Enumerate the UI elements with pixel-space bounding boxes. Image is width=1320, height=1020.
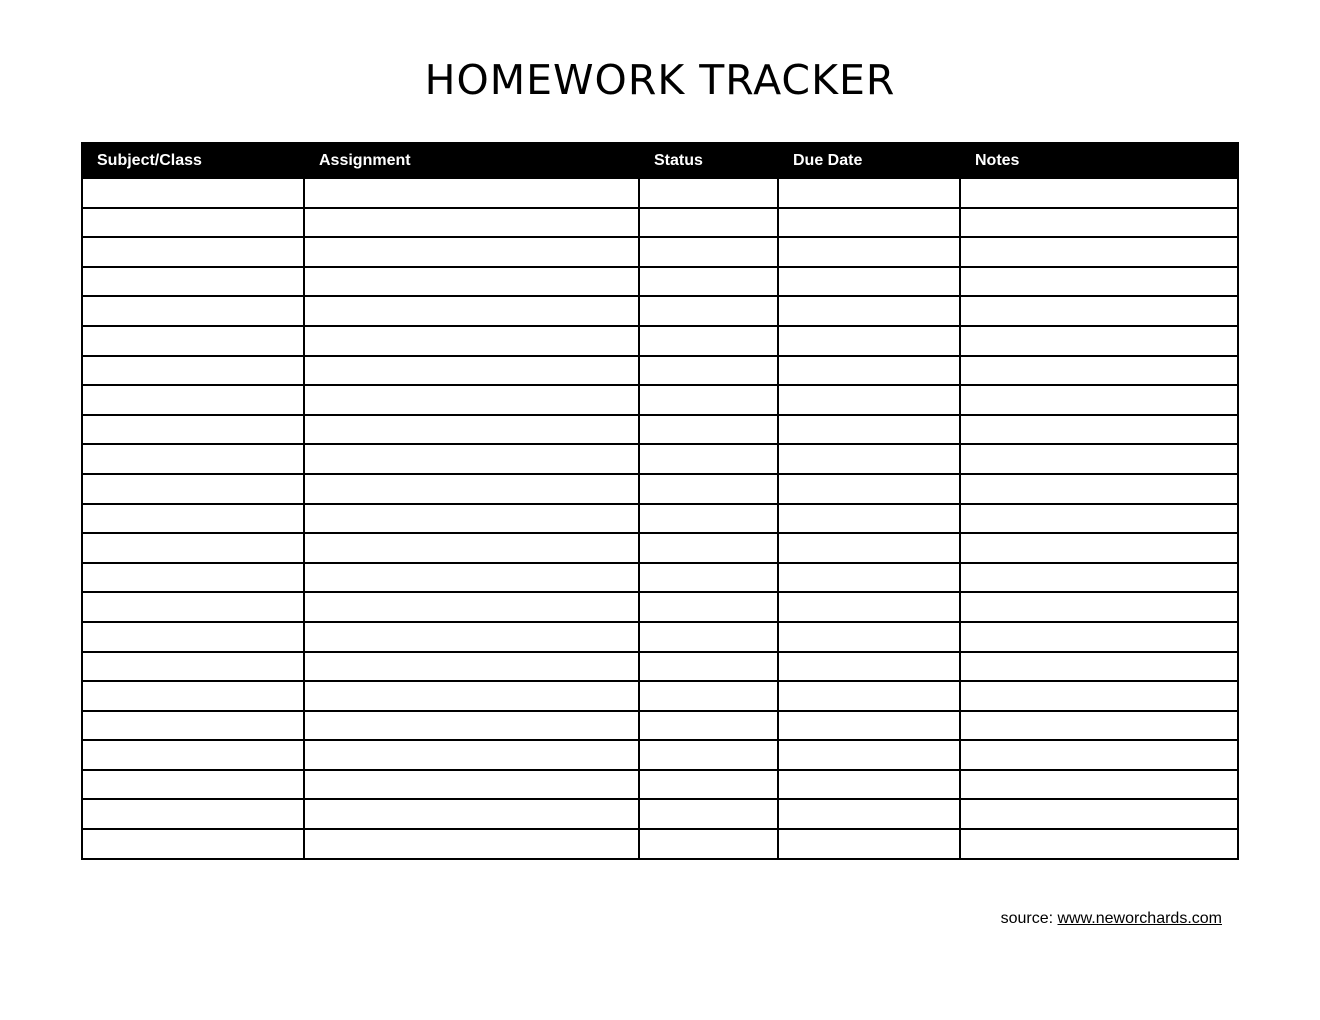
cell-notes[interactable] — [960, 474, 1238, 504]
cell-due-date[interactable] — [778, 385, 960, 415]
cell-subject[interactable] — [82, 799, 304, 829]
cell-due-date[interactable] — [778, 799, 960, 829]
cell-assignment[interactable] — [304, 652, 639, 682]
cell-assignment[interactable] — [304, 711, 639, 741]
cell-assignment[interactable] — [304, 444, 639, 474]
cell-status[interactable] — [639, 622, 778, 652]
source-label: source: — [1000, 910, 1054, 927]
cell-assignment[interactable] — [304, 415, 639, 445]
cell-status[interactable] — [639, 444, 778, 474]
cell-assignment[interactable] — [304, 592, 639, 622]
cell-subject[interactable] — [82, 356, 304, 386]
cell-subject[interactable] — [82, 474, 304, 504]
cell-subject[interactable] — [82, 740, 304, 770]
table-row — [82, 652, 1238, 682]
cell-due-date[interactable] — [778, 326, 960, 356]
cell-notes[interactable] — [960, 770, 1238, 800]
table-row — [82, 385, 1238, 415]
cell-assignment[interactable] — [304, 681, 639, 711]
cell-assignment[interactable] — [304, 504, 639, 534]
cell-assignment[interactable] — [304, 740, 639, 770]
cell-status[interactable] — [639, 237, 778, 267]
cell-assignment[interactable] — [304, 208, 639, 238]
table-row — [82, 474, 1238, 504]
cell-status[interactable] — [639, 267, 778, 297]
cell-due-date[interactable] — [778, 563, 960, 593]
cell-assignment[interactable] — [304, 326, 639, 356]
source-link[interactable]: www.neworchards.com — [1057, 910, 1222, 927]
cell-status[interactable] — [639, 711, 778, 741]
cell-subject[interactable] — [82, 622, 304, 652]
table-header-row — [82, 143, 1238, 178]
homework-table — [81, 142, 1239, 860]
cell-subject[interactable] — [82, 652, 304, 682]
page-title: HOMEWORK TRACKER — [424, 56, 896, 104]
cell-due-date[interactable] — [778, 444, 960, 474]
cell-due-date[interactable] — [778, 533, 960, 563]
cell-due-date[interactable] — [778, 829, 960, 859]
cell-subject[interactable] — [82, 711, 304, 741]
cell-assignment[interactable] — [304, 622, 639, 652]
cell-due-date[interactable] — [778, 622, 960, 652]
table-row — [82, 444, 1238, 474]
cell-subject[interactable] — [82, 178, 304, 208]
cell-status[interactable] — [639, 326, 778, 356]
table-row — [82, 356, 1238, 386]
table-row — [82, 208, 1238, 238]
cell-subject[interactable] — [82, 592, 304, 622]
cell-due-date[interactable] — [778, 711, 960, 741]
cell-status[interactable] — [639, 504, 778, 534]
cell-due-date[interactable] — [778, 178, 960, 208]
cell-due-date[interactable] — [778, 208, 960, 238]
cell-status[interactable] — [639, 296, 778, 326]
cell-subject[interactable] — [82, 770, 304, 800]
cell-status[interactable] — [639, 770, 778, 800]
cell-due-date[interactable] — [778, 740, 960, 770]
cell-subject[interactable] — [82, 563, 304, 593]
cell-due-date[interactable] — [778, 415, 960, 445]
cell-notes[interactable] — [960, 829, 1238, 859]
cell-notes[interactable] — [960, 711, 1238, 741]
cell-due-date[interactable] — [778, 681, 960, 711]
cell-notes[interactable] — [960, 237, 1238, 267]
cell-notes[interactable] — [960, 296, 1238, 326]
cell-notes[interactable] — [960, 208, 1238, 238]
cell-assignment[interactable] — [304, 385, 639, 415]
cell-assignment[interactable] — [304, 237, 639, 267]
cell-subject[interactable] — [82, 326, 304, 356]
cell-due-date[interactable] — [778, 770, 960, 800]
cell-due-date[interactable] — [778, 296, 960, 326]
cell-status[interactable] — [639, 592, 778, 622]
table-body — [82, 178, 1238, 859]
cell-subject[interactable] — [82, 208, 304, 238]
cell-assignment[interactable] — [304, 356, 639, 386]
cell-subject[interactable] — [82, 533, 304, 563]
cell-notes[interactable] — [960, 444, 1238, 474]
cell-assignment[interactable] — [304, 474, 639, 504]
cell-due-date[interactable] — [778, 474, 960, 504]
cell-notes[interactable] — [960, 681, 1238, 711]
cell-status[interactable] — [639, 740, 778, 770]
cell-assignment[interactable] — [304, 533, 639, 563]
cell-due-date[interactable] — [778, 356, 960, 386]
cell-notes[interactable] — [960, 592, 1238, 622]
cell-due-date[interactable] — [778, 592, 960, 622]
cell-assignment[interactable] — [304, 563, 639, 593]
cell-assignment[interactable] — [304, 799, 639, 829]
table-row — [82, 592, 1238, 622]
cell-assignment[interactable] — [304, 267, 639, 297]
cell-status[interactable] — [639, 799, 778, 829]
cell-notes[interactable] — [960, 533, 1238, 563]
cell-assignment[interactable] — [304, 296, 639, 326]
table-row — [82, 770, 1238, 800]
cell-notes[interactable] — [960, 563, 1238, 593]
cell-notes[interactable] — [960, 622, 1238, 652]
cell-status[interactable] — [639, 415, 778, 445]
cell-due-date[interactable] — [778, 652, 960, 682]
table-row — [82, 740, 1238, 770]
cell-notes[interactable] — [960, 326, 1238, 356]
cell-subject[interactable] — [82, 444, 304, 474]
table-row — [82, 829, 1238, 859]
table-row — [82, 267, 1238, 297]
cell-status[interactable] — [639, 533, 778, 563]
table-row — [82, 563, 1238, 593]
cell-subject[interactable] — [82, 385, 304, 415]
cell-subject[interactable] — [82, 504, 304, 534]
cell-subject[interactable] — [82, 237, 304, 267]
cell-status[interactable] — [639, 474, 778, 504]
cell-notes[interactable] — [960, 356, 1238, 386]
source-credit — [1001, 910, 1222, 928]
cell-subject[interactable] — [82, 681, 304, 711]
cell-status[interactable] — [639, 356, 778, 386]
cell-status[interactable] — [639, 385, 778, 415]
column-header-notes: Notes — [960, 143, 1238, 178]
cell-notes[interactable] — [960, 652, 1238, 682]
cell-subject[interactable] — [82, 829, 304, 859]
cell-status[interactable] — [639, 681, 778, 711]
cell-notes[interactable] — [960, 415, 1238, 445]
table-row — [82, 415, 1238, 445]
cell-subject[interactable] — [82, 415, 304, 445]
cell-status[interactable] — [639, 178, 778, 208]
cell-assignment[interactable] — [304, 178, 639, 208]
cell-notes[interactable] — [960, 504, 1238, 534]
cell-assignment[interactable] — [304, 829, 639, 859]
table-row — [82, 533, 1238, 563]
cell-subject[interactable] — [82, 267, 304, 297]
cell-status[interactable] — [639, 563, 778, 593]
cell-due-date[interactable] — [778, 237, 960, 267]
column-header-assignment: Assignment — [304, 143, 639, 178]
cell-due-date[interactable] — [778, 504, 960, 534]
cell-subject[interactable] — [82, 296, 304, 326]
table-row — [82, 178, 1238, 208]
cell-status[interactable] — [639, 652, 778, 682]
cell-assignment[interactable] — [304, 770, 639, 800]
cell-status[interactable] — [639, 208, 778, 238]
cell-status[interactable] — [639, 829, 778, 859]
table-row — [82, 296, 1238, 326]
cell-due-date[interactable] — [778, 267, 960, 297]
cell-notes[interactable] — [960, 267, 1238, 297]
table-row — [82, 622, 1238, 652]
column-header-status: Status — [639, 143, 778, 178]
table-row — [82, 504, 1238, 534]
table-row — [82, 326, 1238, 356]
cell-notes[interactable] — [960, 799, 1238, 829]
cell-notes[interactable] — [960, 178, 1238, 208]
column-header-due-date: Due Date — [778, 143, 960, 178]
cell-notes[interactable] — [960, 740, 1238, 770]
table-row — [82, 681, 1238, 711]
table-row — [82, 237, 1238, 267]
column-header-subject: Subject/Class — [82, 143, 304, 178]
table-row — [82, 799, 1238, 829]
cell-notes[interactable] — [960, 385, 1238, 415]
table-row — [82, 711, 1238, 741]
